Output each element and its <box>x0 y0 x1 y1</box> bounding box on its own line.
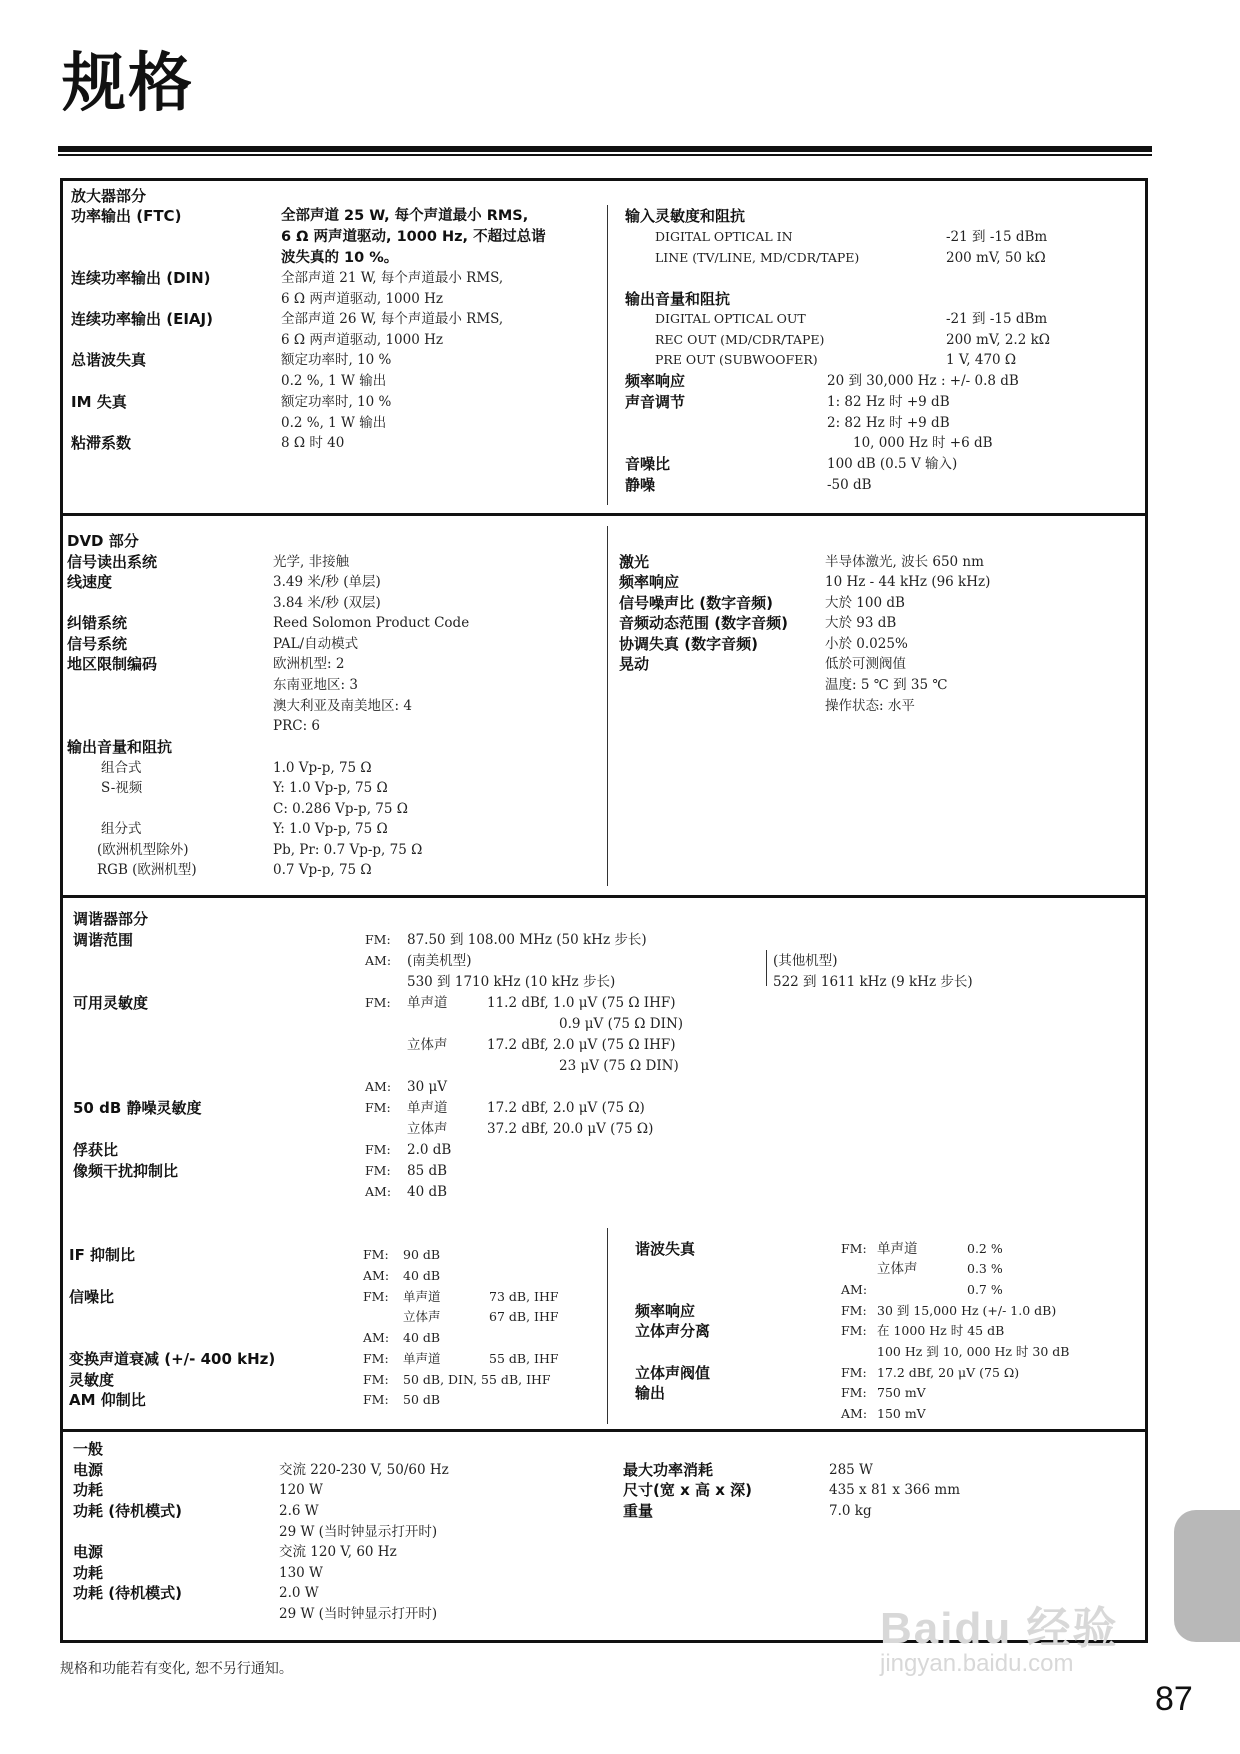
spec-value: 40 dB <box>403 1330 441 1345</box>
title-rule <box>58 146 1152 152</box>
spec-value: -50 dB <box>827 477 872 493</box>
spec-sublabel: DIGITAL OPTICAL IN <box>655 229 793 244</box>
band-label: FM: <box>841 1385 867 1400</box>
spec-value: 3.84 米/秒 (双层) <box>273 595 381 611</box>
spec-label: 激光 <box>619 553 650 571</box>
spec-label: 纠错系统 <box>67 614 128 632</box>
spec-sublabel: S-视频 <box>101 780 143 796</box>
spec-value: 额定功率时, 10 % <box>281 394 392 410</box>
spec-label: 灵敏度 <box>69 1371 115 1389</box>
spec-label: 信号读出系统 <box>67 553 158 571</box>
spec-value: 40 dB <box>407 1184 448 1200</box>
spec-sublabel: 组合式 <box>101 760 142 776</box>
spec-label: 输出音量和阻抗 <box>67 738 173 756</box>
band-label: AM: <box>363 1330 390 1345</box>
spec-value: (其他机型) <box>773 953 838 969</box>
spec-value: 17.2 dBf, 20 μV (75 Ω) <box>877 1365 1020 1380</box>
spec-value: 29 W (当时钟显示打开时) <box>279 1524 438 1540</box>
spec-value: Y: 1.0 Vp-p, 75 Ω <box>273 780 388 796</box>
section-heading: 调谐器部分 <box>73 910 149 928</box>
spec-value: 67 dB, IHF <box>489 1309 559 1324</box>
spec-label: 连续功率输出 (EIAJ) <box>71 310 213 328</box>
watermark-brand: Baidu 经验 <box>880 1604 1119 1653</box>
spec-value: 200 mV, 2.2 kΩ <box>946 332 1050 348</box>
spec-value: 8 Ω 时 40 <box>281 435 345 451</box>
title-rule-thin <box>58 154 1152 156</box>
band-label: FM: <box>841 1365 867 1380</box>
channel-label: 单声道 <box>403 1351 441 1366</box>
spec-value: 东南亚地区: 3 <box>273 677 358 693</box>
band-label: FM: <box>841 1241 867 1256</box>
spec-label: 音频动态范围 (数字音频) <box>619 614 788 632</box>
spec-value: 交流 220-230 V, 50/60 Hz <box>279 1462 449 1478</box>
spec-value: 100 dB (0.5 V 输入) <box>827 456 958 472</box>
spec-label: 功率输出 (FTC) <box>71 207 182 225</box>
channel-label: 单声道 <box>407 1100 448 1116</box>
spec-value: 2: 82 Hz 时 +9 dB <box>827 415 950 431</box>
spec-value: 73 dB, IHF <box>489 1289 559 1304</box>
spec-value: 额定功率时, 10 % <box>281 352 392 368</box>
channel-label: 立体声 <box>877 1261 918 1277</box>
spec-label: 总谐波失真 <box>71 351 147 369</box>
spec-value: 6 Ω 两声道驱动, 1000 Hz <box>281 291 443 307</box>
spec-label: 最大功率消耗 <box>623 1461 714 1479</box>
spec-label: 频率响应 <box>619 573 680 591</box>
spec-label: 50 dB 静噪灵敏度 <box>73 1099 202 1117</box>
spec-value: 0.3 % <box>967 1261 1003 1276</box>
spec-value: 6 Ω 两声道驱动, 1000 Hz <box>281 332 443 348</box>
spec-value: 750 mV <box>877 1385 926 1400</box>
spec-label: 立体声阀值 <box>635 1364 711 1382</box>
spec-value: 温度: 5 ℃ 到 35 ℃ <box>825 677 948 693</box>
spec-label: 调谐范围 <box>73 931 134 949</box>
channel-label: 单声道 <box>877 1241 918 1257</box>
spec-value: 在 1000 Hz 时 45 dB <box>877 1323 1005 1338</box>
spec-sublabel: 组分式 <box>101 821 142 837</box>
spec-label: 粘滞系数 <box>71 434 132 452</box>
band-label: FM: <box>365 1142 391 1157</box>
spec-value: 50 dB, DIN, 55 dB, IHF <box>403 1372 551 1387</box>
dvd-section <box>60 516 1148 898</box>
watermark-url: jingyan.baidu.com <box>880 1650 1074 1677</box>
band-label: FM: <box>841 1303 867 1318</box>
spec-value: C: 0.286 Vp-p, 75 Ω <box>273 801 408 817</box>
spec-value: 澳大利亚及南美地区: 4 <box>273 698 412 714</box>
spec-value: 0.2 %, 1 W 输出 <box>281 373 387 389</box>
spec-value: 欧洲机型: 2 <box>273 656 345 672</box>
spec-value: 1 V, 470 Ω <box>946 352 1017 368</box>
band-label: FM: <box>365 932 391 947</box>
band-label: AM: <box>841 1282 868 1297</box>
footer-note: 规格和功能若有变化, 恕不另行通知。 <box>60 1661 293 1677</box>
spec-value: 150 mV <box>877 1406 926 1421</box>
spec-value: PRC: 6 <box>273 718 321 734</box>
spec-value: Reed Solomon Product Code <box>273 615 470 631</box>
band-label: AM: <box>365 953 392 968</box>
spec-value: 小於 0.025% <box>825 636 908 652</box>
spec-value: 29 W (当时钟显示打开时) <box>279 1606 438 1622</box>
spec-value: 200 mV, 50 kΩ <box>946 250 1046 266</box>
spec-sublabel: PRE OUT (SUBWOOFER) <box>655 352 818 367</box>
spec-value: 全部声道 21 W, 每个声道最小 RMS, <box>281 270 504 286</box>
spec-value: 2.6 W <box>279 1503 319 1519</box>
spec-sublabel: (欧洲机型除外) <box>97 842 189 858</box>
spec-label: 输出音量和阻抗 <box>625 290 731 308</box>
spec-label: 连续功率输出 (DIN) <box>71 269 211 287</box>
spec-label: 功耗 (待机模式) <box>73 1502 182 1520</box>
spec-label: 输入灵敏度和阻抗 <box>625 207 746 225</box>
band-label: FM: <box>363 1247 389 1262</box>
spec-label: 信噪比 <box>69 1288 115 1306</box>
spec-value: 20 到 30,000 Hz : +/- 0.8 dB <box>827 373 1019 389</box>
band-label: AM: <box>363 1268 390 1283</box>
band-label: FM: <box>841 1323 867 1338</box>
spec-value: Pb, Pr: 0.7 Vp-p, 75 Ω <box>273 842 423 858</box>
spec-value: 操作状态: 水平 <box>825 698 915 714</box>
band-label: FM: <box>365 1163 391 1178</box>
spec-label: 尺寸(宽 x 高 x 深) <box>623 1481 752 1499</box>
spec-label: IF 抑制比 <box>69 1246 136 1264</box>
spec-value: 1: 82 Hz 时 +9 dB <box>827 394 950 410</box>
spec-value: 30 到 15,000 Hz (+/- 1.0 dB) <box>877 1303 1057 1318</box>
spec-value: 7.0 kg <box>829 1503 872 1519</box>
spec-label: 电源 <box>73 1461 104 1479</box>
channel-label: 单声道 <box>407 995 448 1011</box>
spec-value: 10, 000 Hz 时 +6 dB <box>853 435 993 451</box>
spec-label: 声音调节 <box>625 393 686 411</box>
spec-value: 40 dB <box>403 1268 441 1283</box>
spec-value: 2.0 dB <box>407 1142 452 1158</box>
section-heading: 一般 <box>73 1440 104 1458</box>
page-number: 87 <box>1155 1680 1193 1718</box>
spec-label: 频率响应 <box>625 372 686 390</box>
spec-value: 100 Hz 到 10, 000 Hz 时 30 dB <box>877 1344 1070 1359</box>
spec-label: 频率响应 <box>635 1302 696 1320</box>
spec-label: 功耗 <box>73 1481 104 1499</box>
spec-value: 90 dB <box>403 1247 441 1262</box>
spec-value: -21 到 -15 dBm <box>946 311 1048 327</box>
spec-sublabel: DIGITAL OPTICAL OUT <box>655 311 806 326</box>
spec-value: -21 到 -15 dBm <box>946 229 1048 245</box>
spec-label: 信号噪声比 (数字音频) <box>619 594 773 612</box>
spec-value: 50 dB <box>403 1392 441 1407</box>
spec-value: 120 W <box>279 1482 323 1498</box>
spec-value: 55 dB, IHF <box>489 1351 559 1366</box>
channel-label: 立体声 <box>407 1037 448 1053</box>
spec-value: 全部声道 26 W, 每个声道最小 RMS, <box>281 311 504 327</box>
spec-value: 大於 100 dB <box>825 595 905 611</box>
band-label: FM: <box>363 1372 389 1387</box>
spec-label: 谐波失真 <box>635 1240 696 1258</box>
spec-value: 6 Ω 两声道驱动, 1000 Hz, 不超过总谐 <box>281 229 546 245</box>
spec-label: 立体声分离 <box>635 1322 711 1340</box>
spec-value: 30 μV <box>407 1079 447 1095</box>
section-heading: 放大器部分 <box>71 187 147 205</box>
spec-value: 波失真的 10 %。 <box>281 250 399 266</box>
spec-value: 大於 93 dB <box>825 615 897 631</box>
spec-value: 交流 120 V, 60 Hz <box>279 1544 397 1560</box>
spec-value: 530 到 1710 kHz (10 kHz 步长) <box>407 974 616 990</box>
spec-label: 功耗 (待机模式) <box>73 1584 182 1602</box>
spec-value: 3.49 米/秒 (单层) <box>273 574 381 590</box>
spec-value: 130 W <box>279 1565 323 1581</box>
amplifier-section <box>60 178 1148 516</box>
spec-value: 低於可测阀值 <box>825 656 906 672</box>
band-label: FM: <box>365 1100 391 1115</box>
spec-label: AM 仰制比 <box>69 1391 146 1409</box>
spec-value: 17.2 dBf, 2.0 μV (75 Ω) <box>487 1100 645 1116</box>
spec-sublabel: REC OUT (MD/CDR/TAPE) <box>655 332 825 347</box>
spec-value: 23 μV (75 Ω DIN) <box>559 1058 679 1074</box>
spec-value: PAL/自动模式 <box>273 636 359 652</box>
spec-label: 晃动 <box>619 655 650 673</box>
band-label: AM: <box>365 1079 392 1094</box>
spec-label: 协调失真 (数字音频) <box>619 635 758 653</box>
band-label: FM: <box>365 995 391 1010</box>
spec-sublabel: RGB (欧洲机型) <box>97 862 197 878</box>
spec-value: 0.9 μV (75 Ω DIN) <box>559 1016 684 1032</box>
spec-sublabel: LINE (TV/LINE, MD/CDR/TAPE) <box>655 250 860 265</box>
spec-label: 音噪比 <box>625 455 671 473</box>
spec-value: 37.2 dBf, 20.0 μV (75 Ω) <box>487 1121 654 1137</box>
page-title: 规格 <box>62 47 194 121</box>
spec-label: 像频干扰抑制比 <box>73 1162 179 1180</box>
spec-label: 可用灵敏度 <box>73 994 149 1012</box>
band-label: AM: <box>841 1406 868 1421</box>
spec-value: 1.0 Vp-p, 75 Ω <box>273 760 372 776</box>
channel-label: 立体声 <box>403 1309 441 1324</box>
channel-label: 立体声 <box>407 1121 448 1137</box>
spec-label: 变换声道衰减 (+/- 400 kHz) <box>69 1350 276 1368</box>
spec-label: 信号系统 <box>67 635 128 653</box>
spec-value: 0.2 % <box>967 1241 1003 1256</box>
band-label: FM: <box>363 1392 389 1407</box>
spec-value: 85 dB <box>407 1163 448 1179</box>
spec-value: 10 Hz - 44 kHz (96 kHz) <box>825 574 991 590</box>
channel-label: 单声道 <box>403 1289 441 1304</box>
tuner-section <box>60 898 1148 1432</box>
spec-value: 全部声道 25 W, 每个声道最小 RMS, <box>281 208 529 224</box>
spec-value: 87.50 到 108.00 MHz (50 kHz 步长) <box>407 932 647 948</box>
spec-label: 地区限制编码 <box>67 655 158 673</box>
spec-value: 11.2 dBf, 1.0 μV (75 Ω IHF) <box>487 995 676 1011</box>
band-label: AM: <box>365 1184 392 1199</box>
spec-label: 俘获比 <box>73 1141 119 1159</box>
spec-label: 电源 <box>73 1543 104 1561</box>
spec-value: (南美机型) <box>407 953 472 969</box>
spec-value: 522 到 1611 kHz (9 kHz 步长) <box>773 974 973 990</box>
spec-value: Y: 1.0 Vp-p, 75 Ω <box>273 821 388 837</box>
spec-value: 0.7 % <box>967 1282 1003 1297</box>
band-label: FM: <box>363 1351 389 1366</box>
spec-value: 435 x 81 x 366 mm <box>829 1482 960 1498</box>
spec-label: 输出 <box>635 1384 666 1402</box>
spec-value: 17.2 dBf, 2.0 μV (75 Ω IHF) <box>487 1037 676 1053</box>
spec-value: 半导体激光, 波长 650 nm <box>825 554 984 570</box>
section-heading: DVD 部分 <box>67 532 139 550</box>
band-label: FM: <box>363 1289 389 1304</box>
spec-value: 2.0 W <box>279 1585 319 1601</box>
page-edge-tab <box>1174 1510 1240 1642</box>
spec-value: 0.2 %, 1 W 输出 <box>281 415 387 431</box>
spec-value: 光学, 非接触 <box>273 554 350 570</box>
spec-value: 285 W <box>829 1462 873 1478</box>
spec-value: 0.7 Vp-p, 75 Ω <box>273 862 372 878</box>
spec-label: IM 失真 <box>71 393 127 411</box>
spec-label: 线速度 <box>67 573 113 591</box>
spec-label: 静噪 <box>625 476 656 494</box>
spec-label: 功耗 <box>73 1564 104 1582</box>
spec-label: 重量 <box>623 1502 654 1520</box>
